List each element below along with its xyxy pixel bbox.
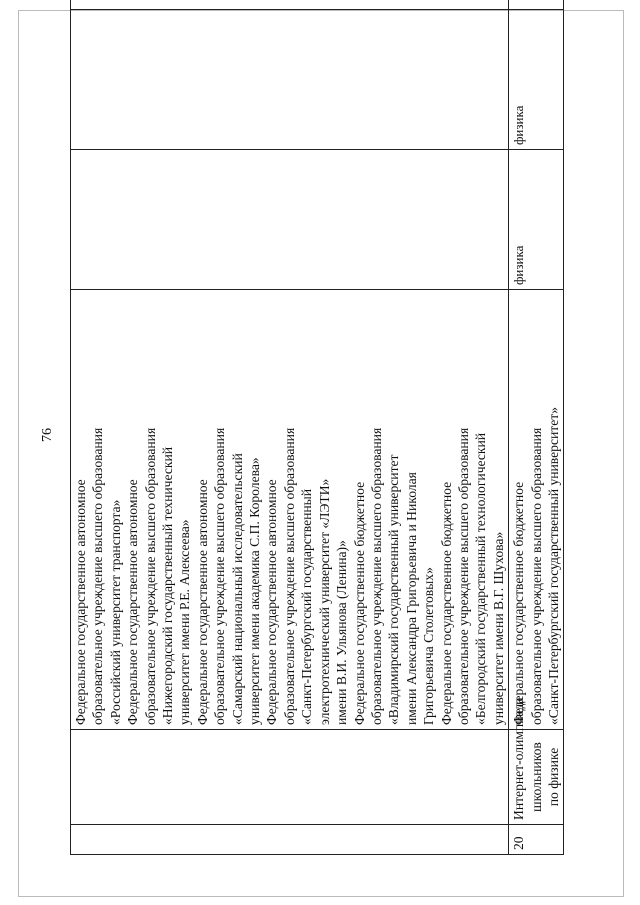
university-line: «Санкт-Петербургский государственный [299,488,315,725]
olympiad-table [70,0,564,855]
university-line: Федеральное государственное бюджетное [438,481,454,725]
olympiad-name-line: по физике [545,747,561,807]
cell-olympiad-name [71,730,509,825]
university-line: образовательное учреждение высшего образования [212,427,228,725]
university-line: Федеральное государственное автономное [125,479,141,725]
university-line: образовательное учреждение высшего образования [142,427,158,725]
university-line: образовательное учреждение высшего образования [90,427,106,725]
cell-profile: физика [509,150,564,290]
university-line: электротехнический университет «ЛЭТИ» [316,478,332,725]
university-line: Федеральное государственное автономное [194,479,210,725]
table-row-continuation [71,0,509,855]
university-line: «Санкт-Петербургский государственный университет» [545,407,561,725]
cell-olympiad-name [509,697,564,825]
university-line: образовательное учреждение высшего образования [368,427,384,725]
university-line: «Нижегородский государственный технический [160,446,176,725]
university-line: университет имени академика С.П. Королева» [247,457,263,725]
university-line: «Самарский национальный исследовательский [229,453,245,725]
university-line: образовательное учреждение высшего образования [528,427,544,725]
cell-subject: физика [509,10,564,150]
cell-subject [71,10,509,150]
cell-universities [71,290,509,730]
cell-profile [71,150,509,290]
table-row-20 [509,0,564,855]
cell-universities [509,290,564,730]
cell-num [71,825,509,855]
cell-level [71,0,509,10]
university-line: Федеральное государственное бюджетное [351,481,367,725]
cell-num: 20 [509,825,564,855]
university-line: Федеральное государственное автономное [73,479,88,725]
university-line: образовательное учреждение высшего образования [281,427,297,725]
university-line: Федеральное государственное бюджетное [511,481,527,725]
olympiad-name-line: школьников [528,742,544,812]
university-line: Федеральное государственное автономное [264,479,280,725]
university-line: имени Александра Григорьевича и Николая [403,472,419,725]
university-line: имени В.И. Ульянова (Ленина)» [334,540,350,725]
olympiad-name-line: Интернет-олимпиада [511,697,527,820]
university-line: «Белгородский государственный технологический [473,432,489,725]
university-line: «Российский университет транспорта» [107,499,123,725]
university-line: «Владимирский государственный университет [386,454,402,725]
university-line: Григорьевича Столетовых» [421,567,437,725]
rotated-page [40,55,561,855]
page-number: 76 [40,428,55,442]
university-line: университет имени Р.Е. Алексеева» [177,519,193,725]
cell-level [509,0,564,10]
university-line: университет имени В.Г. Шухова» [490,531,506,725]
university-line: образовательное учреждение высшего образования [455,427,471,725]
